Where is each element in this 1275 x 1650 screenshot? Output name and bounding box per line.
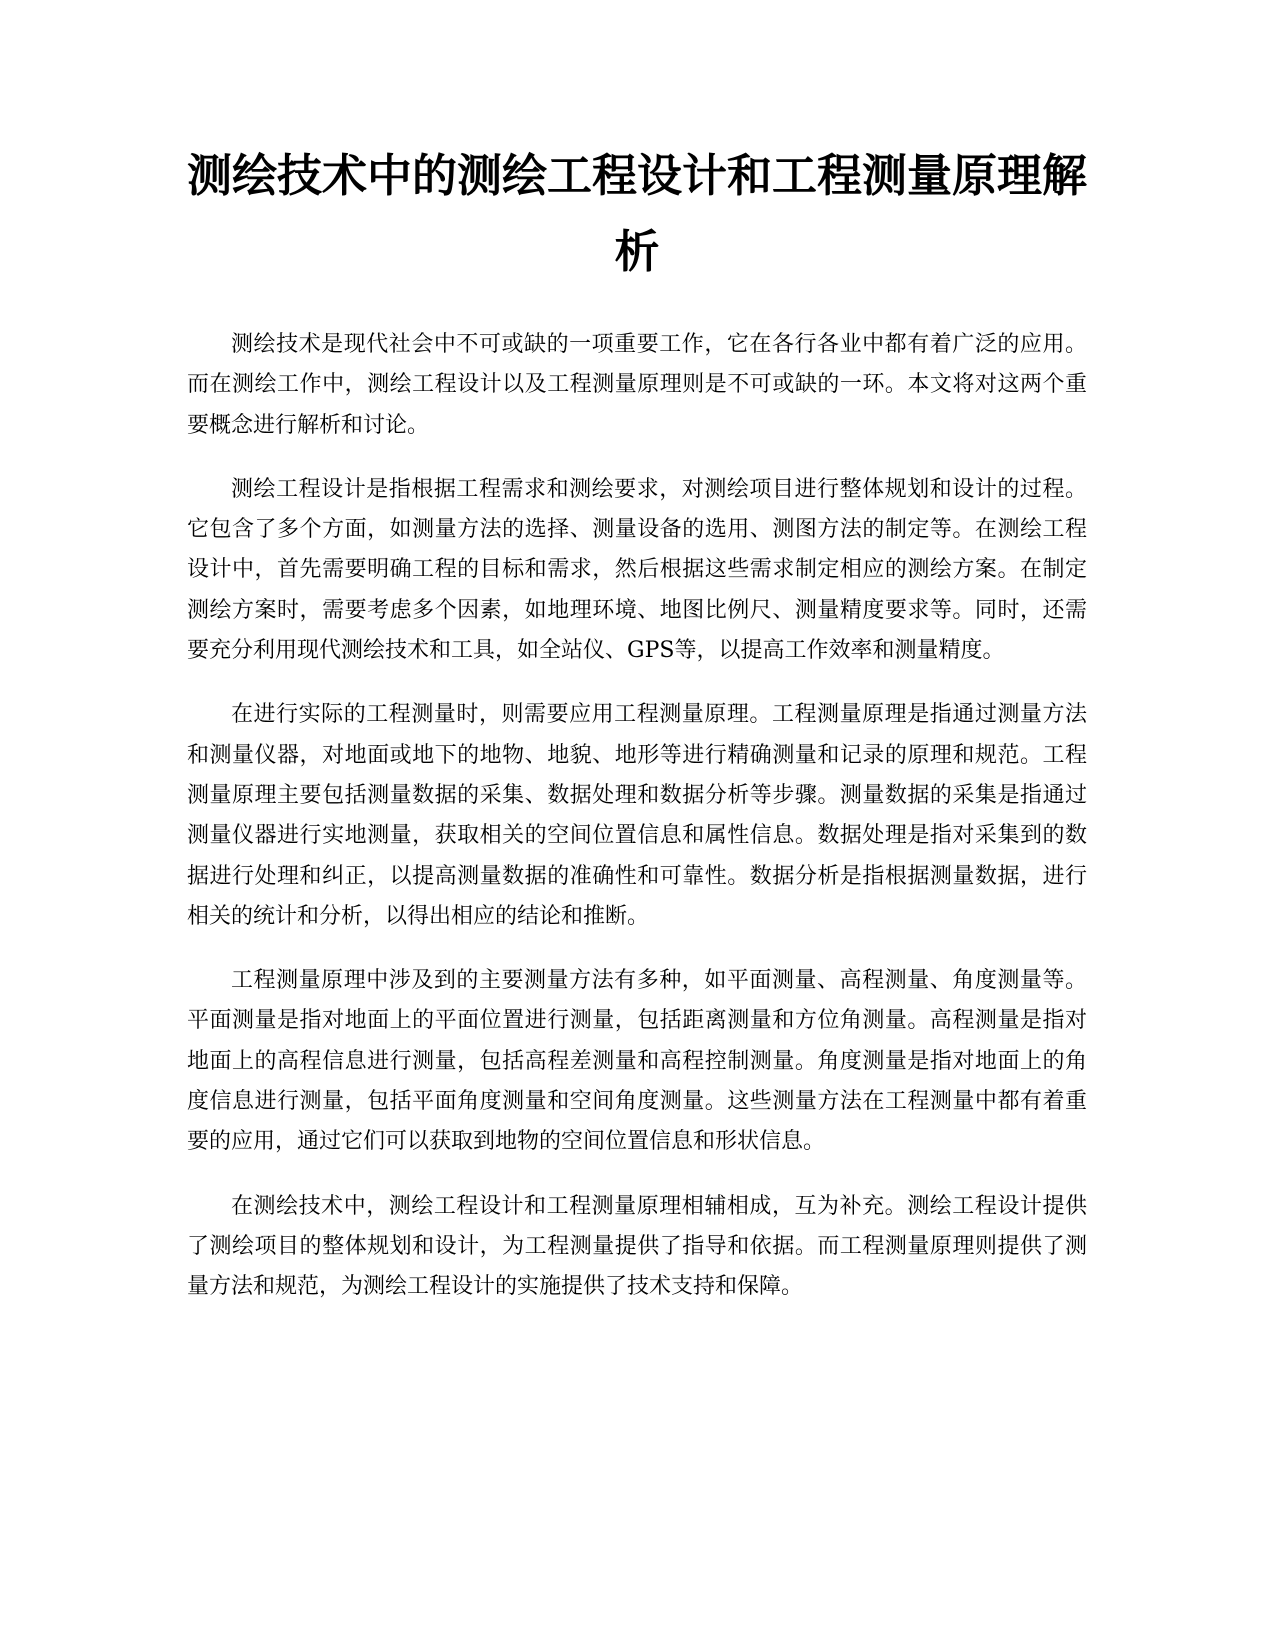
document-content (187, 138, 1087, 1332)
document-title: 测绘技术中的测绘工程设计和工程测量原理解析 (187, 149, 1088, 278)
paragraph-engineering-design: 测绘工程设计是指根据工程需求和测绘要求，对测绘项目进行整体规划和设计的过程。它包含了多个方面，如测量方法的选择、测量设备的选用、测图方法的制定等。在测绘工程设计中，首先需要明确工程的目标和需求，然后根据这些需求制定相应的测绘方案。在制定测绘方案时，需要考虑多个因素，如地理环境、地图比例尺、测量精度要求等。同时，还需要充分利用现代测绘技术和工具，如全站仪、GPS等，以提高工作效率和测量精度。 (187, 476, 1087, 664)
paragraph-measurement-methods: 工程测量原理中涉及到的主要测量方法有多种，如平面测量、高程测量、角度测量等。平面测量是指对地面上的平面位置进行测量，包括距离测量和方位角测量。高程测量是指对地面上的高程信息进行测量，包括高程差测量和高程控制测量。角度测量是指对地面上的角度信息进行测量，包括平面角度测量和空间角度测量。这些测量方法在工程测量中都有着重要的应用，通过它们可以获取到地物的空间位置信息和形状信息。 (187, 968, 1087, 1155)
paragraph-intro: 测绘技术是现代社会中不可或缺的一项重要工作，它在各行各业中都有着广泛的应用。而在测绘工作中，测绘工程设计以及工程测量原理则是不可或缺的一环。本文将对这两个重要概念进行解析和讨论。 (187, 332, 1087, 438)
paragraph-relationship: 在测绘技术中，测绘工程设计和工程测量原理相辅相成，互为补充。测绘工程设计提供了测绘项目的整体规划和设计，为工程测量提供了指导和依据。而工程测量原理则提供了测量方法和规范，为测绘工程设计的实施提供了技术支持和保障。 (187, 1193, 1087, 1300)
document-body (187, 325, 1087, 1308)
paragraph-measurement-principle: 在进行实际的工程测量时，则需要应用工程测量原理。工程测量原理是指通过测量方法和测量仪器，对地面或地下的地物、地貌、地形等进行精确测量和记录的原理和规范。工程测量原理主要包括测量数据的采集、数据处理和数据分析等步骤。测量数据的采集是指通过测量仪器进行实地测量，获取相关的空间位置信息和属性信息。数据处理是指对采集到的数据进行处理和纠正，以提高测量数据的准确性和可靠性。数据分析是指根据测量数据，进行相关的统计和分析，以得出相应的结论和推断。 (187, 702, 1087, 929)
